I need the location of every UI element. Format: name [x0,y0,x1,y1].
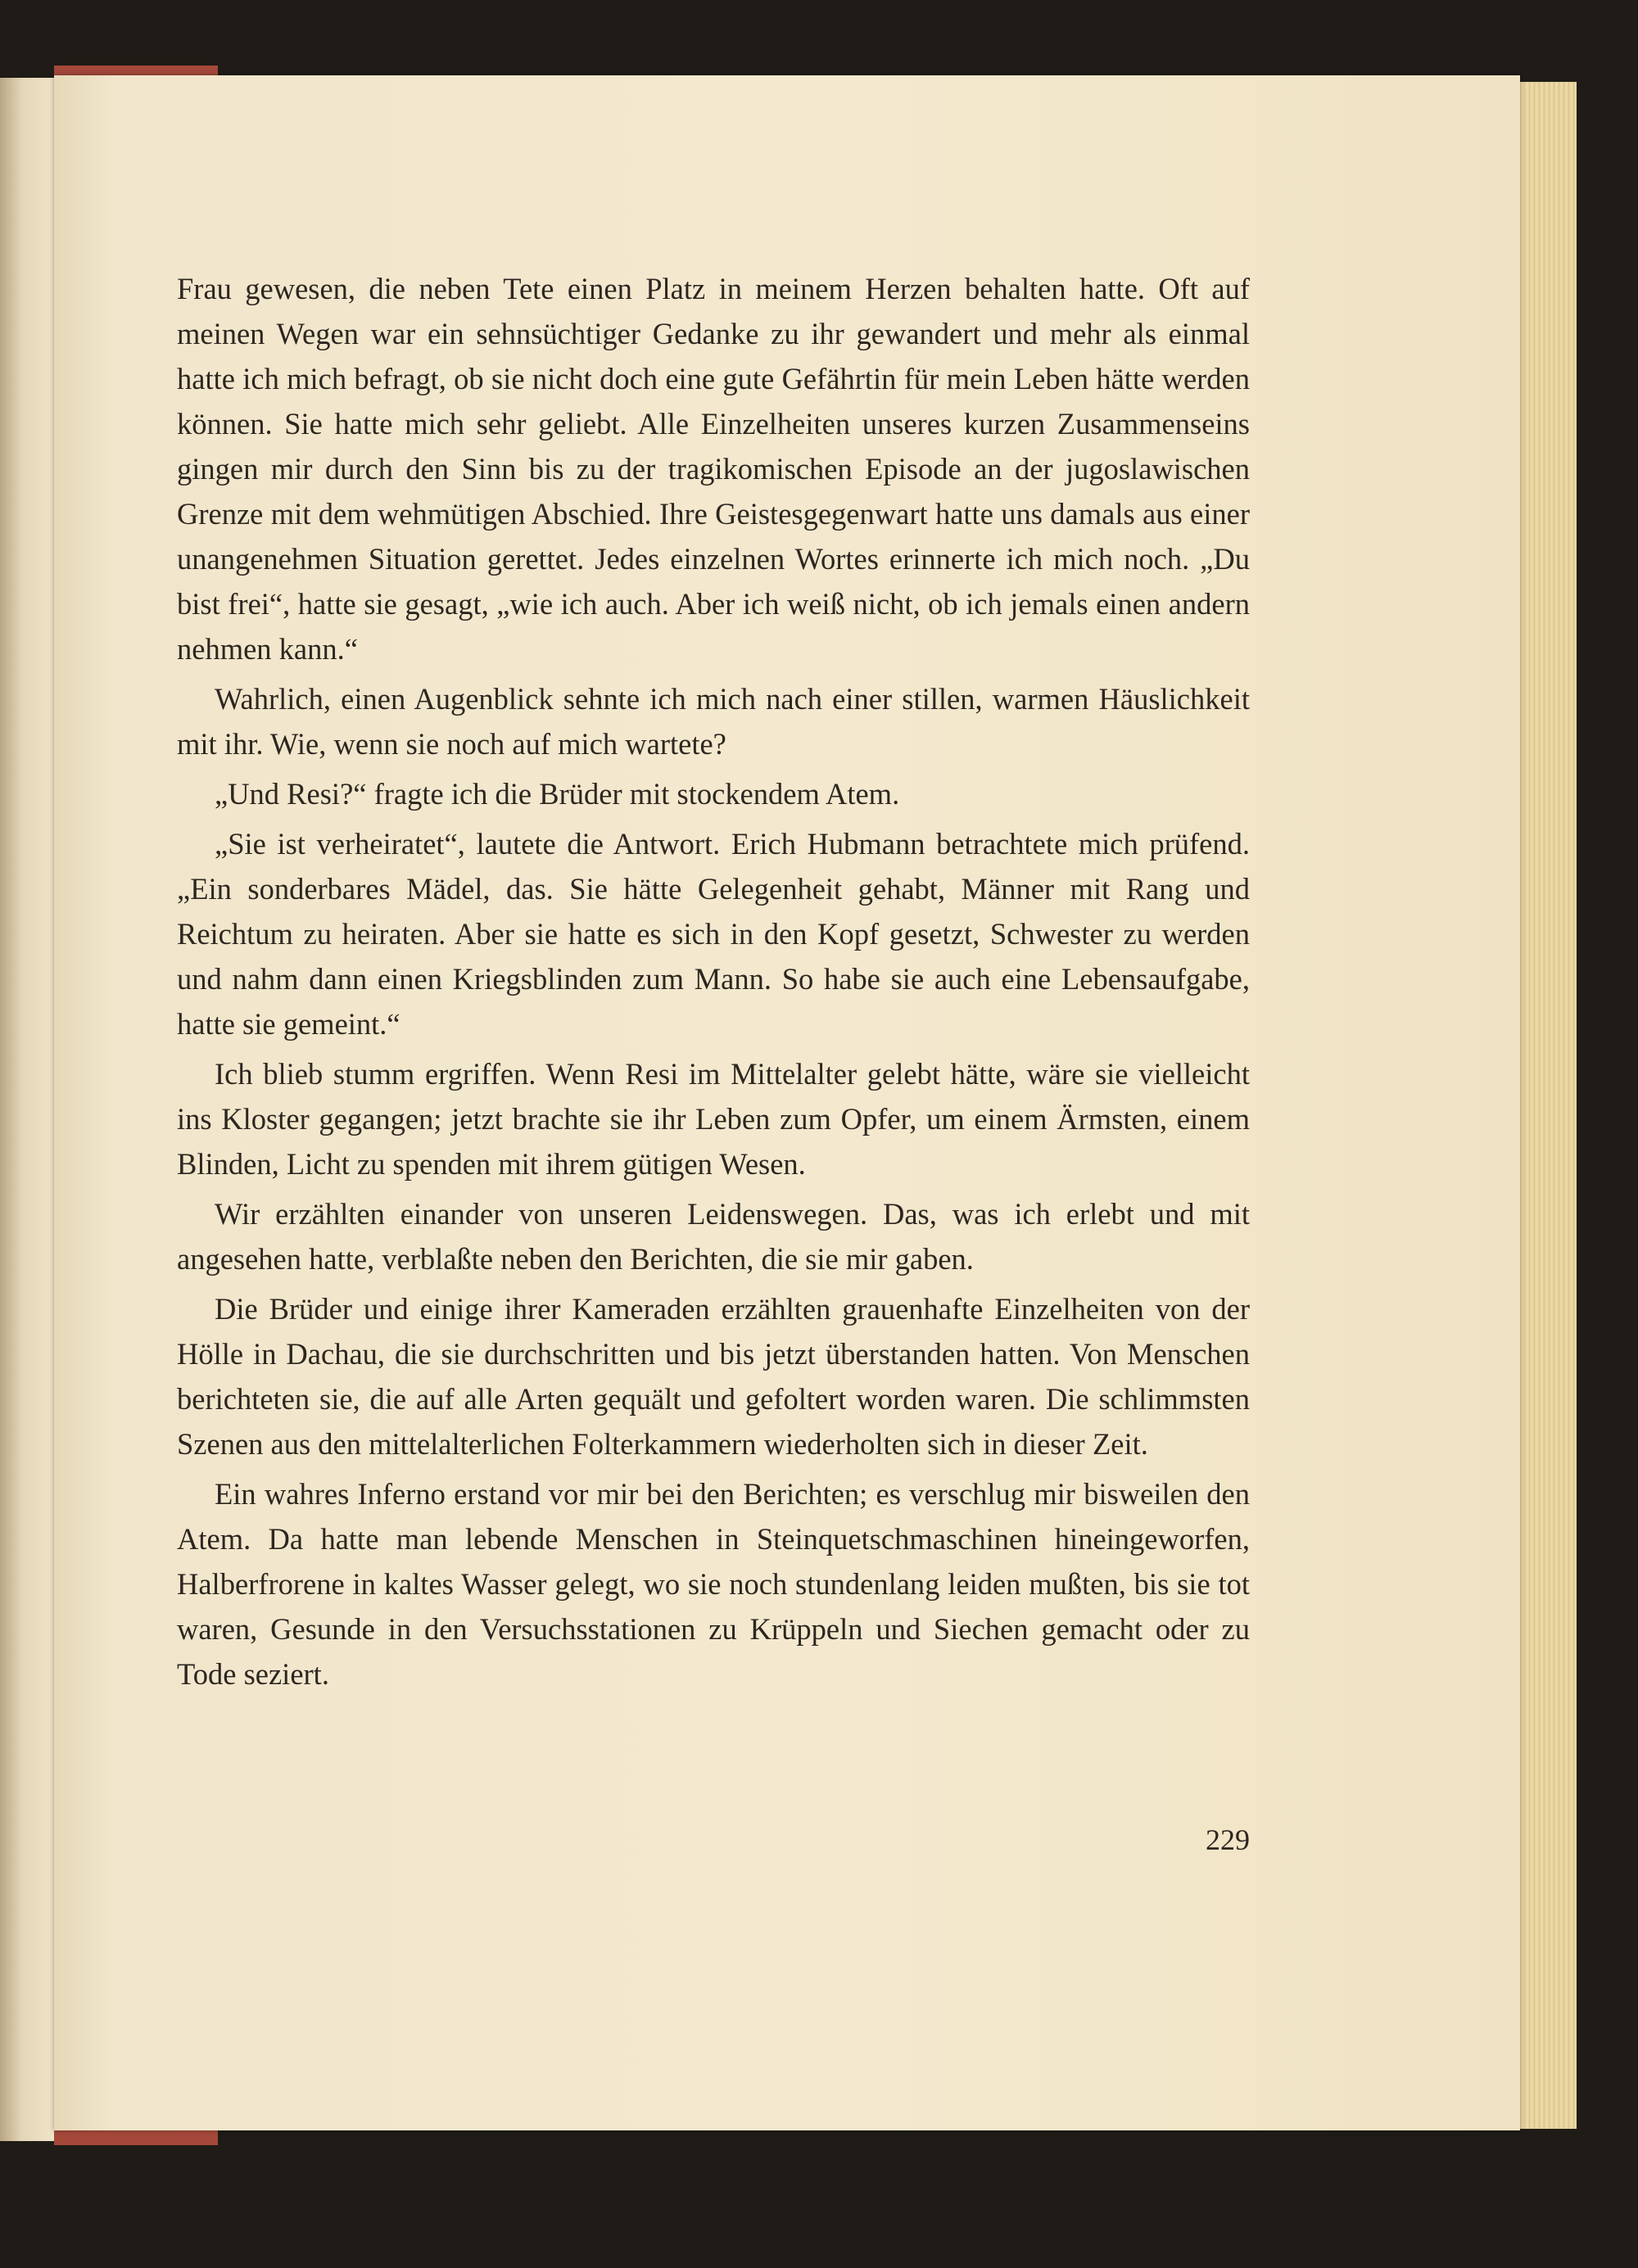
paragraph: Ich blieb stumm ergriffen. Wenn Resi im Mittelalter gelebt hätte, wäre sie vielleicht ins Kloster gegangen; jetzt brachte sie ihr Leben zum Opfer, um einem Ärmsten, einem Blinden, Licht zu spenden mit ihrem gütigen Wesen. [177,1057,1250,1181]
page-fore-edge [1515,82,1577,2129]
paragraph: Ein wahres Inferno erstand vor mir bei den Berichten; es verschlug mir bisweilen den Atem. Da hatte man lebende Menschen in Steinquetschmaschinen hineingeworfen, Halberfrorene in kaltes Wasser gelegt, wo sie noch stundenlang leiden mußten, bis sie tot waren, Gesunde in den Versuchsstationen zu Krüppeln und Siechen gemacht oder zu Tode seziert. [177,1477,1250,1691]
paragraph: Wahrlich, einen Augenblick sehnte ich mich nach einer stillen, warmen Häuslichkeit mit ihr. Wie, wenn sie noch auf mich wartete? [177,682,1250,761]
page-body-text [177,266,1250,1701]
paragraph: Frau gewesen, die neben Tete einen Platz in meinem Herzen behalten hatte. Oft auf meinen Wegen war ein sehnsüchtiger Gedanke zu ihr gewandert und mehr als einmal hatte ich mich befragt, ob sie nicht doch eine gute Gefährtin für mein Leben hätte werden können. Sie hatte mich sehr geliebt. Alle Einzelheiten unseres kurzen Zusammenseins gingen mir durch den Sinn bis zu der tragikomischen Episode an der jugoslawischen Grenze mit dem wehmütigen Abschied. Ihre Geistesgegenwart hatte uns damals aus einer unangenehmen Situation gerettet. Jedes einzelnen Wortes erinnerte ich mich noch. „Du bist frei“, hatte sie gesagt, „wie ich auch. Aber ich weiß nicht, ob ich jemals einen andern nehmen kann.“ [177,272,1250,666]
page-number: 229 [1206,1823,1250,1856]
paragraph: „Und Resi?“ fragte ich die Brüder mit stockendem Atem. [215,777,900,811]
paragraph: Wir erzählten einander von unseren Leidenswegen. Das, was ich erlebt und mit angesehen hatte, verblaßte neben den Berichten, die sie mir gaben. [177,1197,1250,1276]
paragraph: „Sie ist verheiratet“, lautete die Antwort. Erich Hubmann betrachtete mich prüfend. „Ein sonderbares Mädel, das. Sie hätte Gelegenheit gehabt, Männer mit Rang und Reichtum zu heiraten. Aber sie hatte es sich in den Kopf gesetzt, Schwester zu werden und nahm dann einen Kriegsblinden zum Mann. So habe sie auch eine Lebensaufgabe, hatte sie gemeint.“ [177,827,1250,1041]
previous-page-edge [0,78,54,2141]
paragraph: Die Brüder und einige ihrer Kameraden erzählten grauenhafte Einzelheiten von der Hölle in Dachau, die sie durchschritten und bis jetzt überstanden hatten. Von Menschen berichteten sie, die auf alle Arten gequält und gefoltert worden waren. Die schlimmsten Szenen aus den mittelalterlichen Folterkammern wiederholten sich in dieser Zeit. [177,1292,1250,1461]
